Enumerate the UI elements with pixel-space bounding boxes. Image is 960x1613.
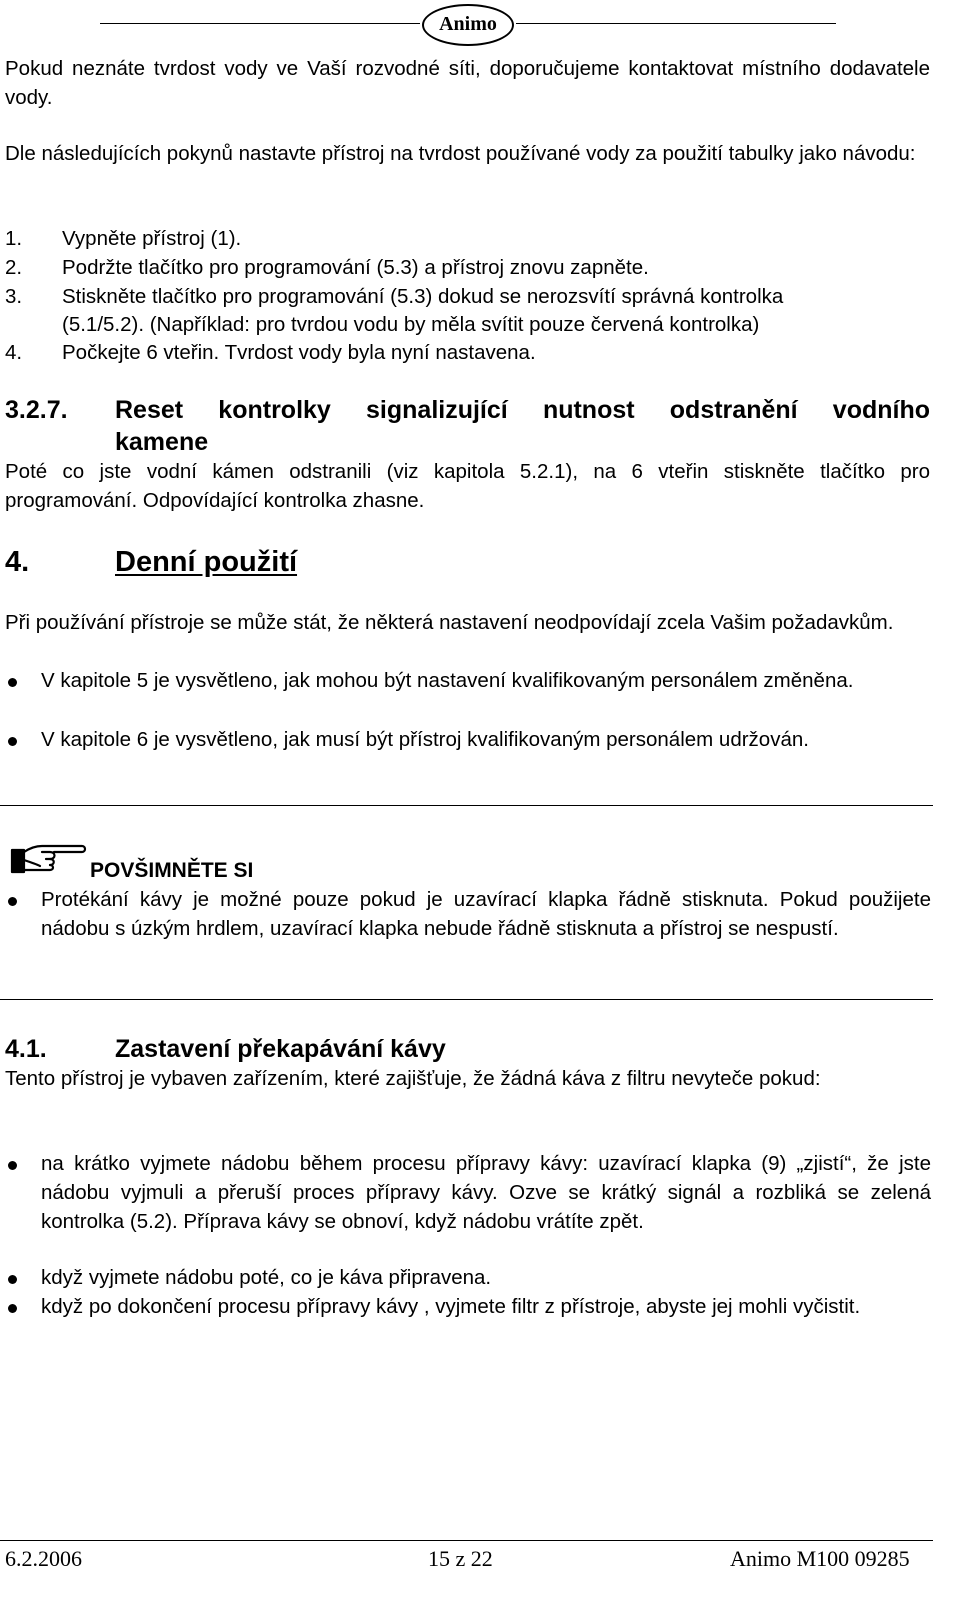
bullet-dot xyxy=(8,737,17,746)
section-4-title: Denní použití xyxy=(115,546,298,578)
section-41-bullet-3: když po dokončení procesu přípravy kávy , vyjmete filtr z přístroje, abyste jej mohli vyčistit. xyxy=(41,1295,861,1318)
footer-date: 6.2.2006 xyxy=(5,1546,82,1571)
intro-paragraph-2: Dle následujících pokynů nastavte přístroj na tvrdost používané vody za použití tabulky jako návodu: xyxy=(5,142,916,165)
bullet-dot xyxy=(8,678,17,687)
section-4-number: 4. xyxy=(5,546,30,578)
section-41-bullet-1: na krátko vyjmete nádobu během procesu přípravy kávy: uzavírací klapka (9) „zjistí“, že jste nádobu vyjmuli a přeruší proces přípravy kávy. Ozve se krátký signál a rozbliká se zelená kontrolka (5.2). Příprava kávy se obnoví, když nádobu vrátíte zpět. xyxy=(41,1152,931,1233)
header-rule-right xyxy=(516,23,836,24)
bullet-dot xyxy=(8,1275,17,1284)
section-327-title-line1: Reset kontrolky signalizující nutnost odstranění vodního xyxy=(115,396,930,424)
notice-top-rule xyxy=(0,805,933,806)
section-41-intro: Tento přístroj je vybaven zařízením, které zajišťuje, že žádná káva z filtru nevyteče pokud: xyxy=(5,1067,821,1090)
section-327-body: Poté co jste vodní kámen odstranili (viz kapitola 5.2.1), na 6 vteřin stiskněte tlačítko pro programování. Odpovídající kontrolka zhasne. xyxy=(5,460,930,512)
bullet-dot xyxy=(8,1304,17,1313)
notice-bottom-rule xyxy=(0,999,933,1000)
intro-paragraph-1: Pokud neznáte tvrdost vody ve Vaší rozvodné síti, doporučujeme kontaktovat místního dodavatele vody. xyxy=(5,57,930,109)
section-41-number: 4.1. xyxy=(5,1035,47,1063)
bullet-dot xyxy=(8,897,17,906)
animo-logo-text: Animo xyxy=(439,13,497,35)
section-41-title: Zastavení překapávání kávy xyxy=(115,1035,446,1063)
section-4-bullet-2: V kapitole 6 je vysvětleno, jak musí být přístroj kvalifikovaným personálem udržován. xyxy=(41,728,809,751)
section-4-bullet-1: V kapitole 5 je vysvětleno, jak mohou být nastavení kvalifikovaným personálem změněna. xyxy=(41,669,854,692)
section-327-title-line2: kamene xyxy=(115,428,209,456)
step-3-number: 3. xyxy=(5,285,23,308)
step-1-number: 1. xyxy=(5,227,23,250)
header-rule-left xyxy=(100,23,420,24)
step-2-number: 2. xyxy=(5,256,23,279)
step-1-text: Vypněte přístroj (1). xyxy=(62,227,242,250)
step-3-continuation: (5.1/5.2). (Například: pro tvrdou vodu by měla svítit pouze červená kontrolka) xyxy=(62,313,760,336)
step-2-text: Podržte tlačítko pro programování (5.3) a přístroj znovu zapněte. xyxy=(62,256,649,279)
notice-bullet: Protékání kávy je možné pouze pokud je uzavírací klapka řádně stisknuta. Pokud použijete nádobu s úzkým hrdlem, uzavírací klapka nebude řádně stisknuta a přístroj se nespustí. xyxy=(41,888,931,940)
bullet-dot xyxy=(8,1161,17,1170)
notice-title: POVŠIMNĚTE SI xyxy=(90,859,254,882)
step-3-text: Stiskněte tlačítko pro programování (5.3) dokud se nerozsvítí správná kontrolka xyxy=(62,285,784,308)
animo-logo xyxy=(422,4,514,46)
section-327-number: 3.2.7. xyxy=(5,396,68,424)
pointing-hand-icon xyxy=(10,838,88,878)
step-4-number: 4. xyxy=(5,341,23,364)
section-41-bullet-2: když vyjmete nádobu poté, co je káva připravena. xyxy=(41,1266,492,1289)
footer-rule xyxy=(0,1540,933,1541)
footer-page-number: 15 z 22 xyxy=(428,1546,493,1571)
footer-document-id: Animo M100 09285 xyxy=(730,1546,910,1571)
step-4-text: Počkejte 6 vteřin. Tvrdost vody byla nyní nastavena. xyxy=(62,341,536,364)
section-4-intro: Při používání přístroje se může stát, že některá nastavení neodpovídají zcela Vašim požadavkům. xyxy=(5,611,894,634)
